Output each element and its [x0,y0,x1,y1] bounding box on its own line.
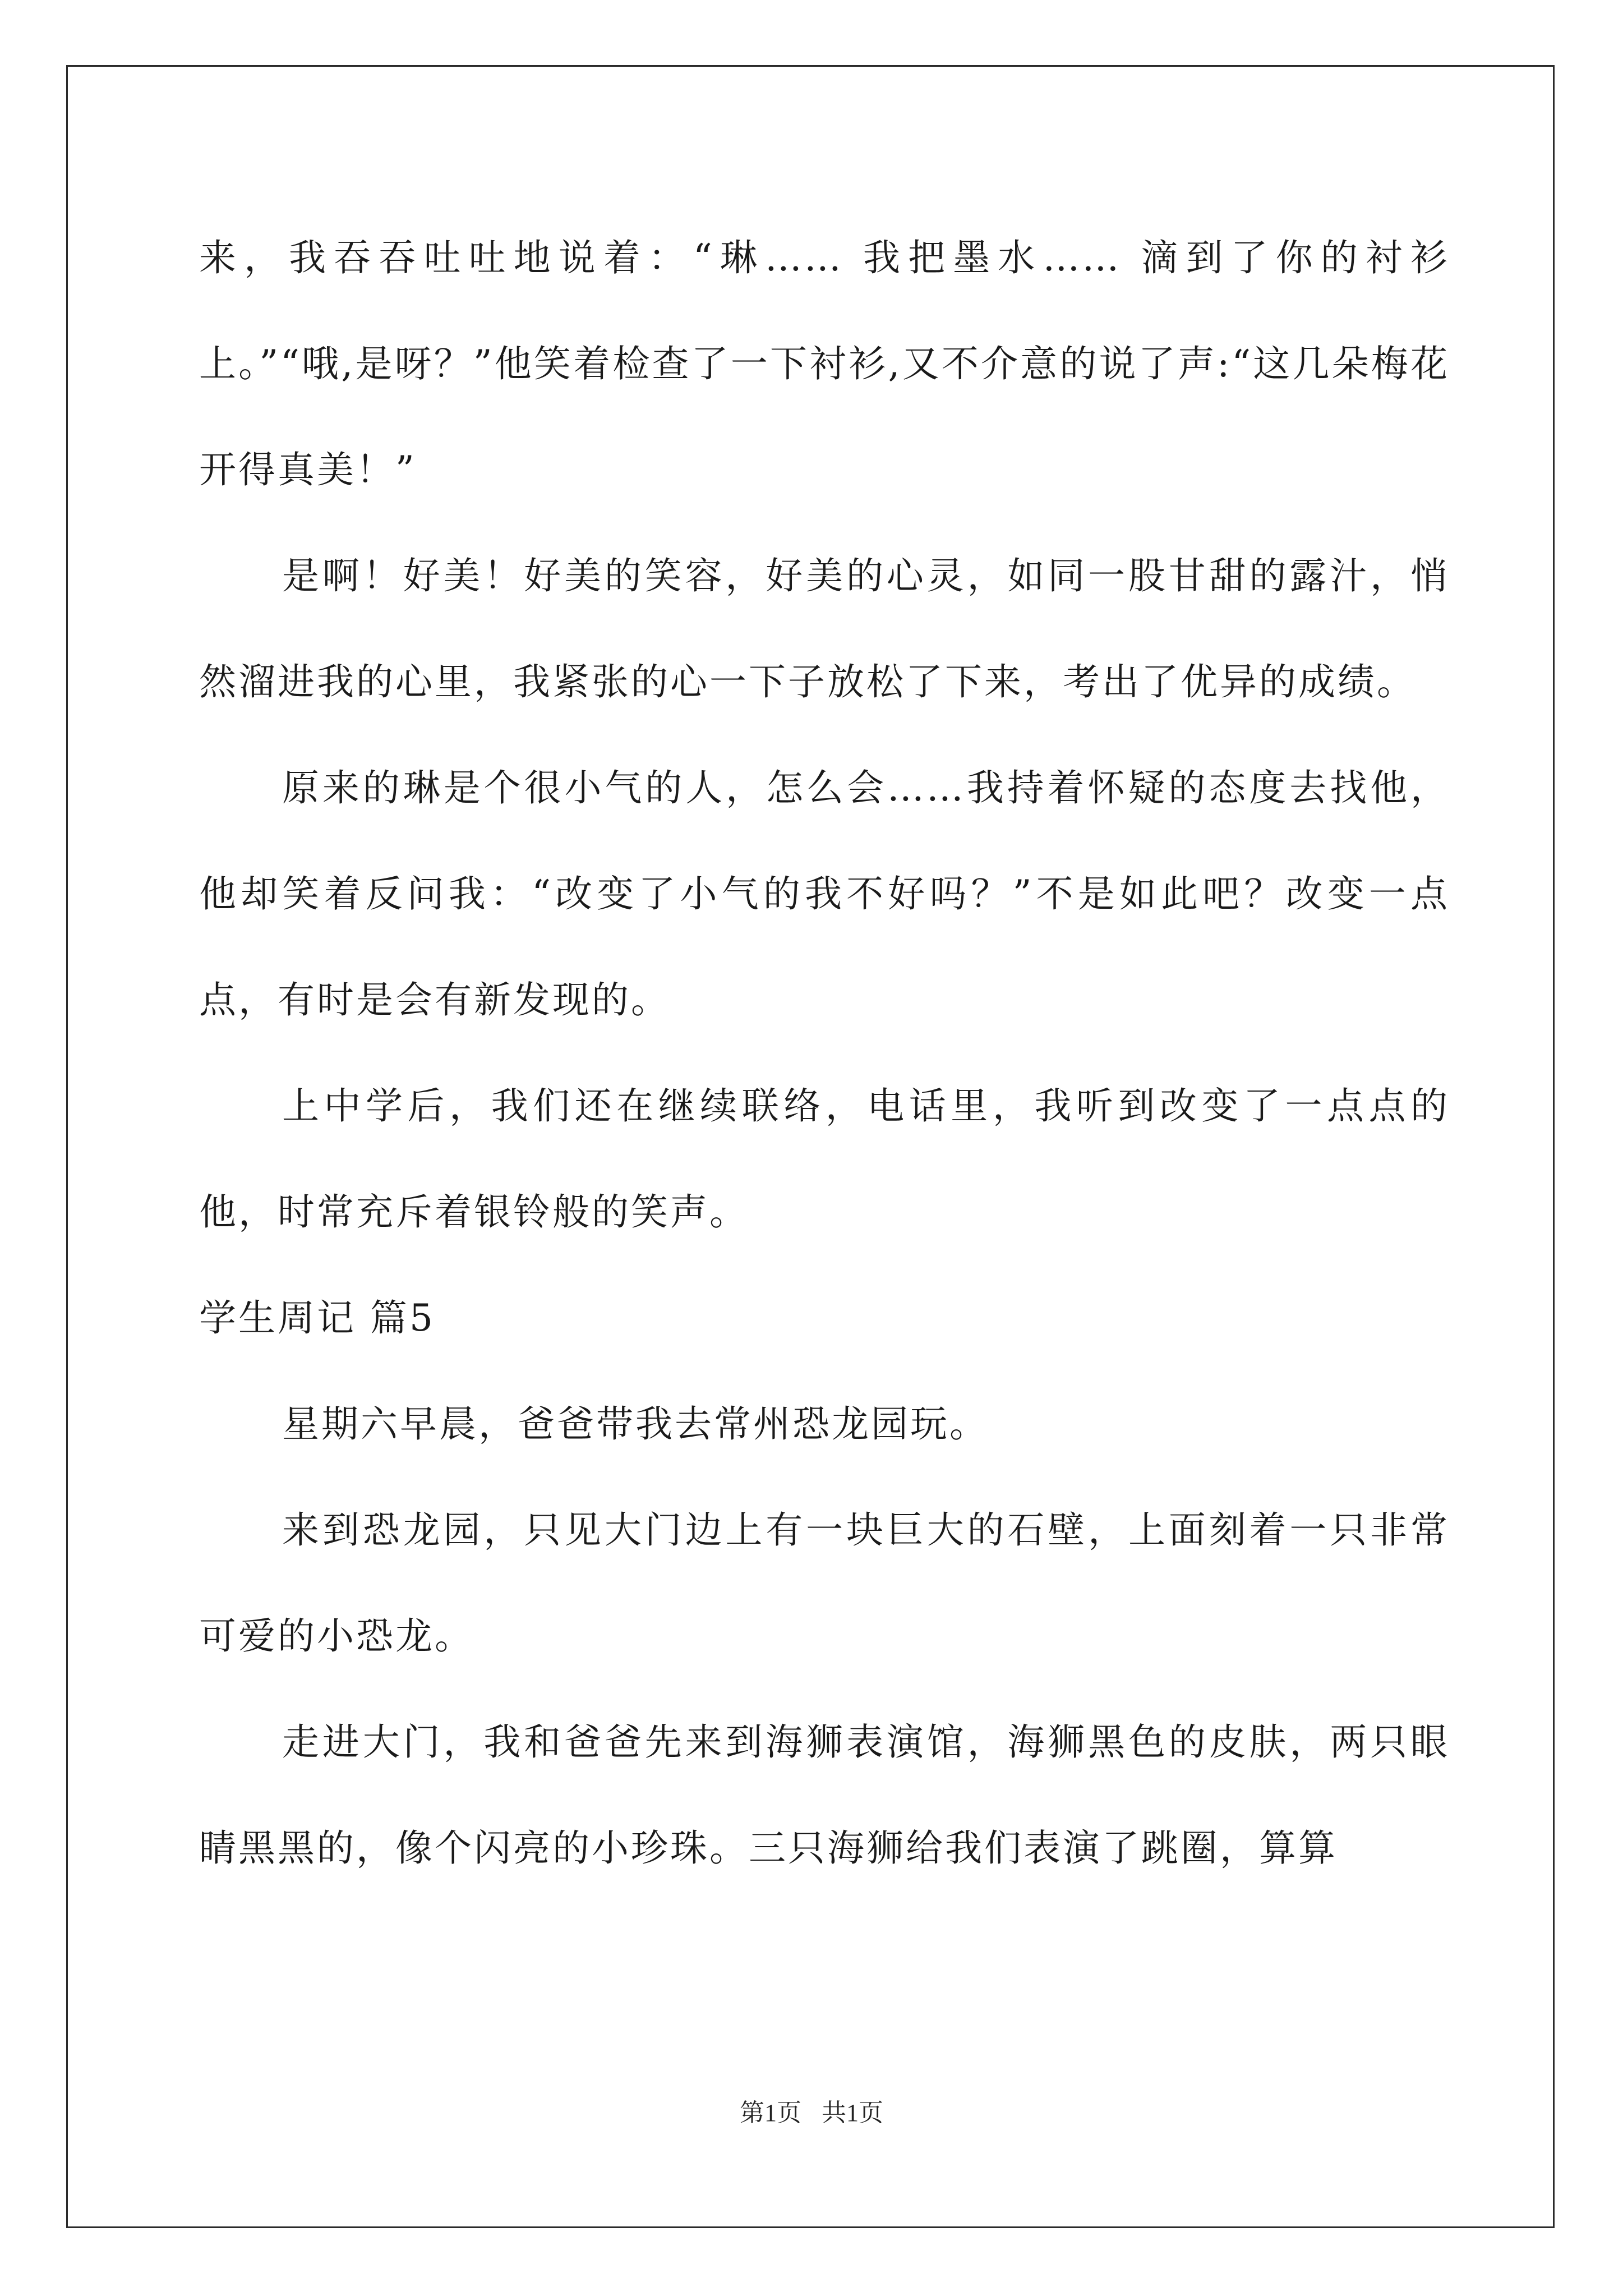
paragraph: 来到恐龙园，只见大门边上有一块巨大的石壁，上面刻着一只非常可爱的小恐龙。 [199,1508,1450,1658]
paragraph: 来，我吞吞吐吐地说着：“琳…… 我把墨水…… 滴到了你的衬衫上。”“哦,是呀？”他笑着检查了一下衬衫,又不介意的说了声:“这几朵梅花开得真美！” [199,236,1450,491]
paragraph: 是啊！好美！好美的笑容，好美的心灵，如同一股甘甜的露汁，悄然溜进我的心里，我紧张的心一下子放松了下来，考出了优异的成绩。 [199,554,1450,703]
paragraph: 上中学后，我们还在继续联络，电话里，我听到改变了一点点的他，时常充斥着银铃般的笑声。 [199,1084,1450,1234]
page-footer [0,2097,1623,2129]
page-number: 第1页 [740,2099,801,2127]
paragraph: 原来的琳是个很小气的人，怎么会……我持着怀疑的态度去找他，他却笑着反问我：“改变了小气的我不好吗？”不是如此吧？改变一点点，有时是会有新发现的。 [199,766,1450,1022]
section-heading: 学生周记 篇5 [199,1296,435,1340]
page-total: 共1页 [822,2099,883,2127]
document-body [199,205,1450,1901]
paragraph: 星期六早晨，爸爸带我去常州恐龙园玩。 [282,1402,989,1446]
paragraph: 走进大门，我和爸爸先来到海狮表演馆，海狮黑色的皮肤，两只眼睛黑黑的，像个闪亮的小珍珠。三只海狮给我们表演了跳圈，算算 [199,1720,1450,1870]
